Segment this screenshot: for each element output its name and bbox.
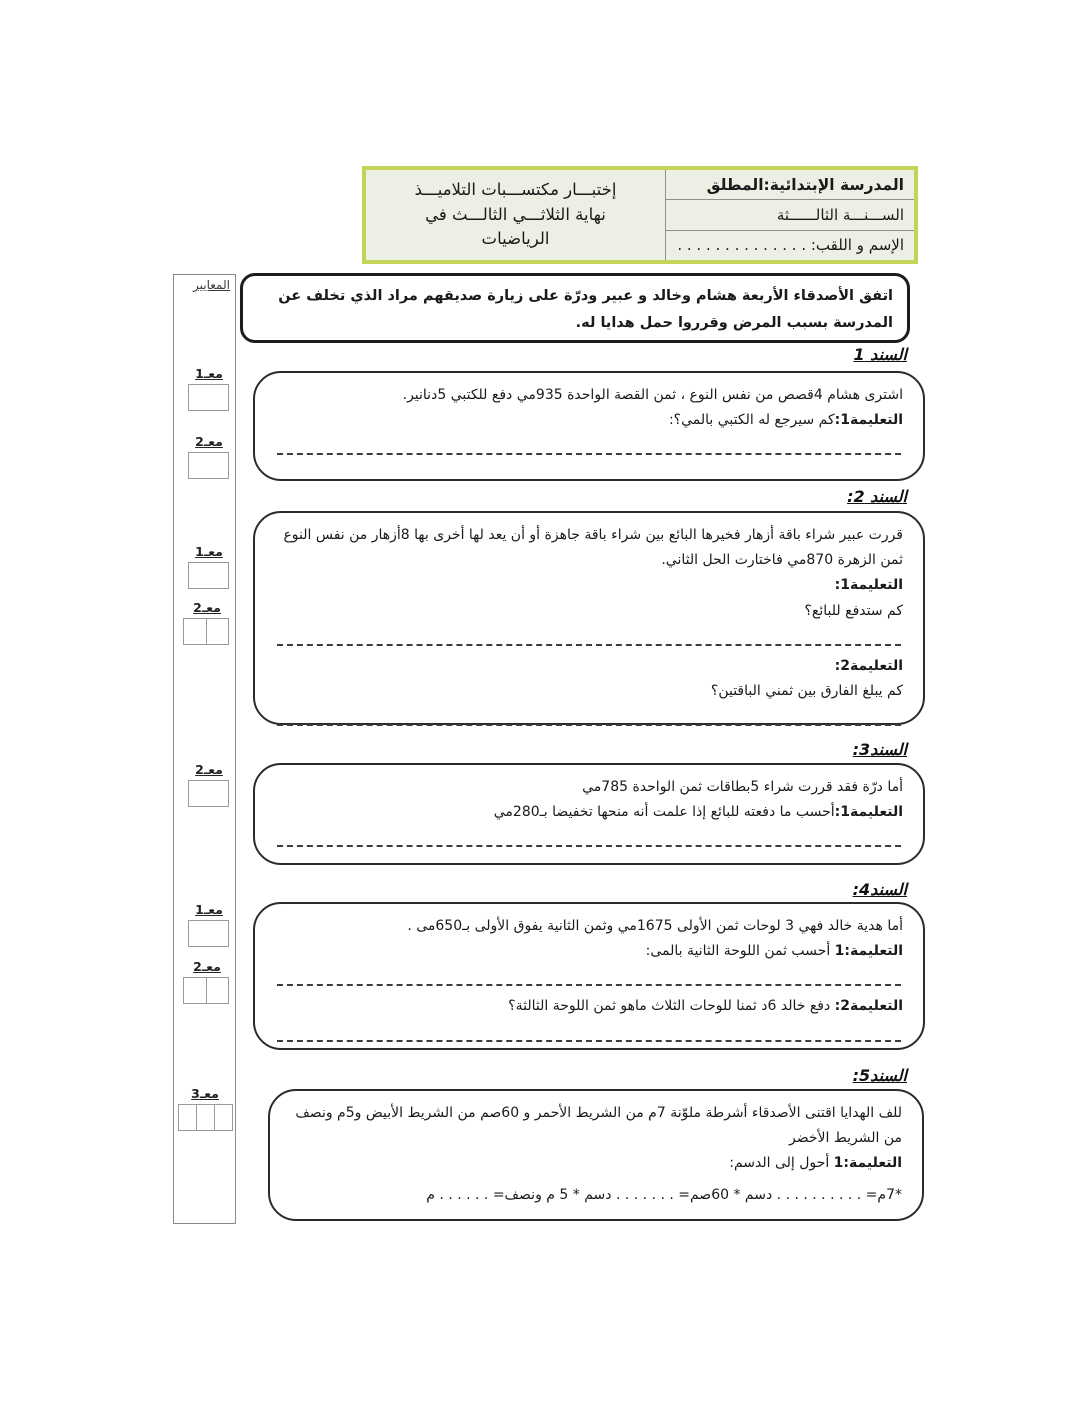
score-box [188, 780, 229, 807]
story-text: أما هدية خالد فهي 3 لوحات ثمن الأولى 1675مي وثمن الثانية يفوق الأولى بـ650مى . [407, 918, 903, 934]
instruction-line [275, 573, 903, 598]
score-cell [188, 920, 229, 947]
criteria-panel [173, 274, 236, 1224]
header-table [362, 166, 918, 264]
instruction-label: التعليمة1: [834, 412, 903, 429]
answer-line [277, 439, 901, 455]
instruction-line [275, 408, 903, 433]
exam-title-line: نهاية الثلاثـــي الثالـــث في [425, 204, 606, 224]
instruction-text: كم ستدفع للبائع؟ [804, 602, 903, 619]
criterion-label: معـ1 [195, 366, 223, 381]
criterion-label: معـ2 [195, 762, 223, 777]
score-cell [196, 1104, 214, 1131]
grade-level: الســـنـــة الثالــــــثة [666, 199, 914, 229]
section-label: السند3: [852, 740, 907, 759]
instruction-label: التعليمة:1 [833, 1155, 902, 1172]
score-cell [188, 780, 229, 807]
instruction-text: كم سيرجع له الكتبي بالمي؟: [668, 412, 835, 429]
score-box [188, 920, 229, 947]
equation-line: *7م= . . . . . . . . . . دسم * 60صم= . . . . . . . دسم * 5 م ونصف= . . . . . . م [426, 1186, 902, 1203]
criterion-label: معـ3 [191, 1086, 219, 1101]
story-text: قررت عبير شراء باقة أزهار فخيرها البائع بين شراء باقة جاهزة أو أن يعد لها أخرى بها 8أزهار من نفس النوع ثمن الزهرة 870مي فاختارت الحل الثاني. [283, 527, 903, 569]
intro-box: اتفق الأصدقاء الأربعة هشام وخالد و عبير ودرّة على زيارة صديقهم مراد الذي تخلف عن المدرسة بسبب المرض وقرروا حمل هدايا له. [240, 273, 910, 343]
answer-line [277, 831, 901, 847]
instruction-label: التعليمة1: [834, 577, 903, 594]
story-text: أما درّة فقد قررت شراء 5بطاقات ثمن الواحدة 785مي [582, 779, 903, 795]
exam-title-line: الرياضيات [481, 229, 550, 249]
instruction-label: التعليمة1: [834, 804, 903, 821]
section-label: السند5: [852, 1066, 907, 1085]
score-cell [183, 977, 206, 1004]
instruction-label: التعليمة:1 [834, 943, 903, 960]
instruction-label: التعليمة2: [834, 998, 903, 1015]
student-name-field: الإسم و اللقب: . . . . . . . . . . . . . . [666, 230, 914, 260]
answer-line [277, 970, 901, 986]
instruction-line [290, 1151, 902, 1176]
score-box [183, 618, 229, 645]
answer-line [277, 710, 901, 726]
criterion-label: معـ2 [193, 600, 221, 615]
score-box [178, 1104, 233, 1131]
instruction-text: دفع خالد 6د ثمنا للوحات الثلاث ماهو ثمن اللوحة الثالثة؟ [508, 998, 835, 1015]
section-box [268, 1089, 924, 1221]
instruction-line [275, 800, 903, 825]
header-info-column [665, 170, 914, 260]
score-cell [206, 977, 230, 1004]
criterion-label: معـ2 [193, 959, 221, 974]
instruction-text: أحسب ما دفعته للبائع إذا علمت أنه منحها تخفيضا بـ280مي [493, 804, 835, 821]
section-box [253, 763, 925, 865]
story-text: للف الهدايا اقتنى الأصدقاء أشرطة ملوّنة 7م من الشريط الأحمر و 60صم من الشريط الأبيض و5م ونصف من الشريط الأخضر [295, 1105, 902, 1147]
answer-line [277, 630, 901, 646]
instruction-label: التعليمة2: [834, 657, 903, 674]
score-cell [183, 618, 206, 645]
answer-line [277, 1026, 901, 1042]
instruction-line [275, 994, 903, 1019]
score-box [188, 452, 229, 479]
criteria-title: المعايير [193, 278, 230, 292]
criterion-label: معـ2 [195, 434, 223, 449]
criterion-label: معـ1 [195, 544, 223, 559]
instruction-line [275, 654, 903, 679]
score-box [183, 977, 229, 1004]
section-label: السند 2: [847, 487, 907, 506]
section-label: السند4: [852, 880, 907, 899]
section-label: السند 1 [853, 345, 907, 364]
criterion-label: معـ1 [195, 902, 223, 917]
score-cell [206, 618, 230, 645]
score-cell [214, 1104, 233, 1131]
instruction-text: كم يبلغ الفارق بين ثمني الباقتين؟ [710, 682, 903, 699]
score-cell [188, 562, 229, 589]
instruction-text: أحول إلى الدسم: [729, 1155, 834, 1172]
story-text: اشترى هشام 4قصص من نفس النوع ، ثمن القصة الواحدة 935مي دفع للكتبي 5دنانير. [402, 387, 903, 403]
exam-title [366, 170, 665, 260]
score-cell [188, 452, 229, 479]
section-box [253, 511, 925, 725]
exam-title-line: إختبـــار مكتســـبات التلاميـــذ [414, 179, 617, 199]
score-cell [178, 1104, 196, 1131]
score-cell [188, 384, 229, 411]
school-name: المدرسة الإبتدائية:المطلق [706, 175, 904, 194]
section-box [253, 902, 925, 1050]
section-box [253, 371, 925, 481]
instruction-line [275, 939, 903, 964]
score-box [188, 562, 229, 589]
score-box [188, 384, 229, 411]
instruction-text: أحسب ثمن اللوحة الثانية بالمى: [645, 943, 835, 960]
